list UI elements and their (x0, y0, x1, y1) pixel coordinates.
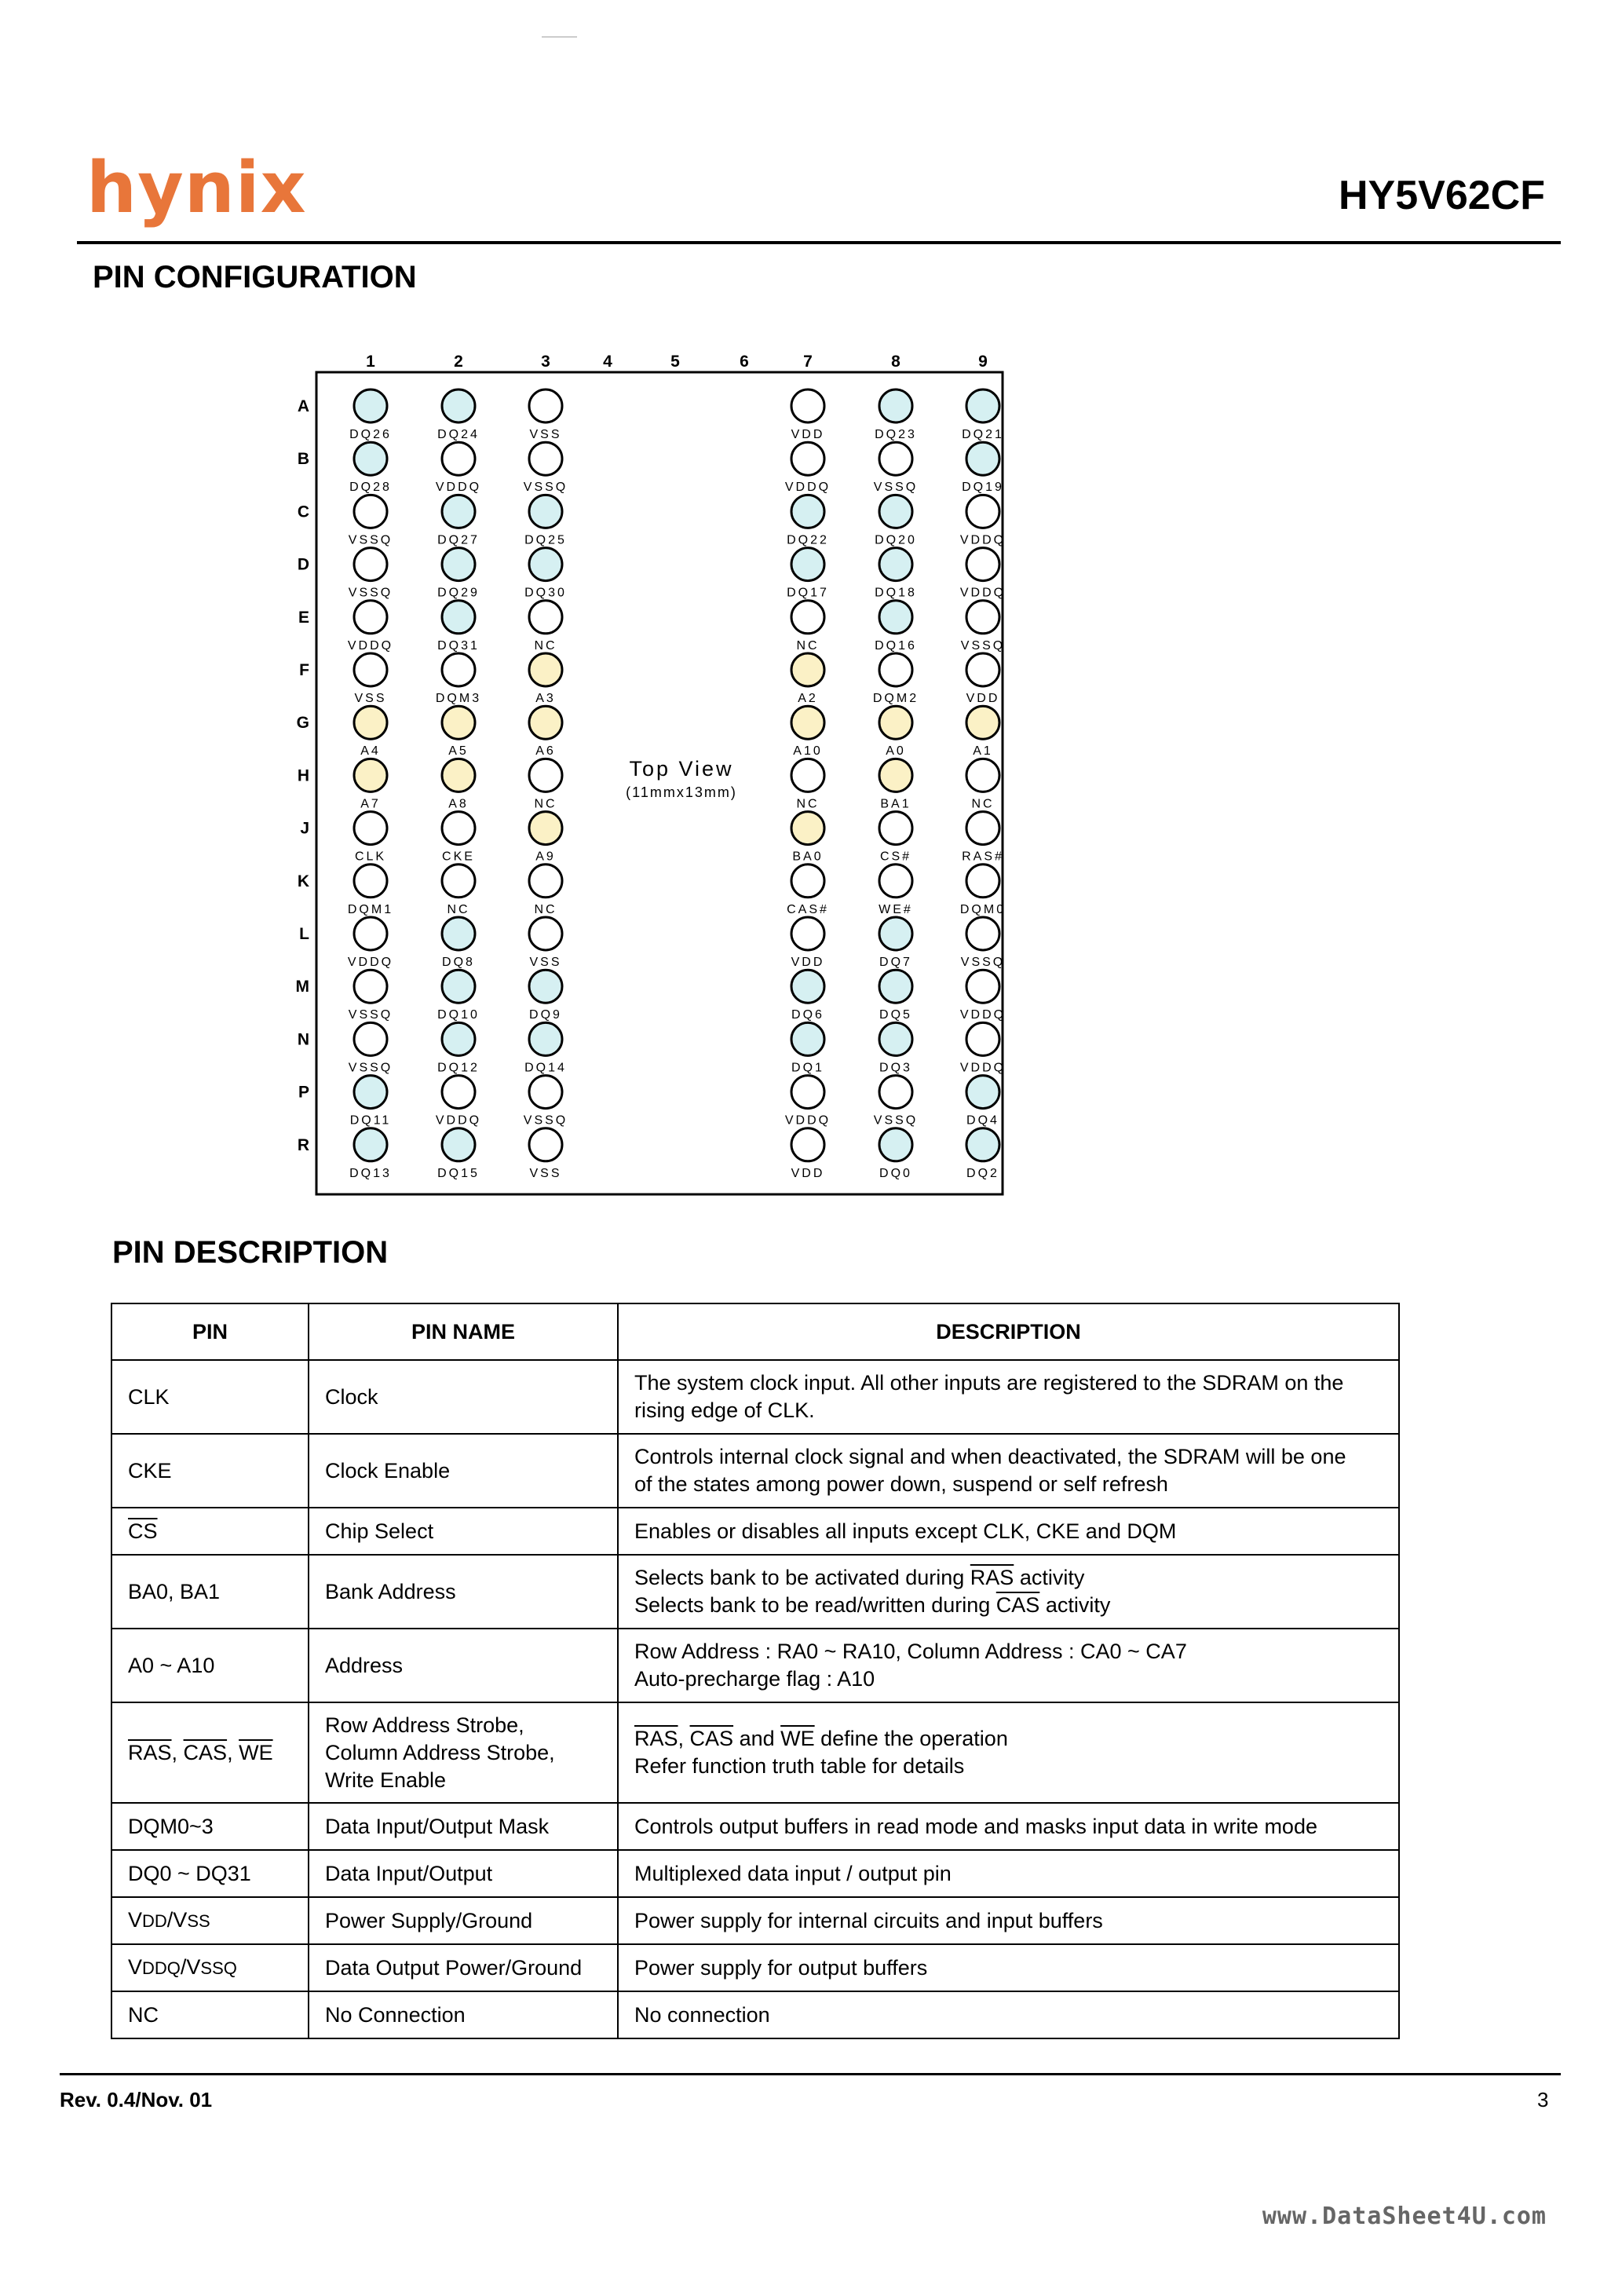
pin-ball (442, 495, 475, 528)
description-cell: Multiplexed data input / output pin (618, 1850, 1399, 1897)
pin-label: VSSQ (873, 481, 919, 495)
pin-cell: CKE (111, 1434, 309, 1508)
pin-ball (966, 653, 999, 686)
pin-label: VDDQ (959, 1061, 1006, 1075)
pin-ball (529, 442, 562, 475)
pin-label: VDDQ (959, 1008, 1006, 1022)
pin-label: VSS (529, 1166, 562, 1180)
pin-label: A0 (886, 744, 906, 759)
pin-label: DQ9 (529, 1008, 562, 1022)
pin-label: VSSQ (523, 481, 568, 495)
pin-label: DQ2 (966, 1166, 999, 1180)
pin-cs: $\overline{CS}$ (128, 1519, 158, 1543)
pin-ball (879, 970, 912, 1003)
description-cell (618, 1434, 1399, 1508)
pin-ball (791, 389, 824, 422)
pin-name-cell: Data Input/Output Mask (309, 1803, 618, 1850)
pin-label: DQ30 (524, 586, 567, 600)
pin-ball (791, 1022, 824, 1055)
pin-ball (966, 865, 999, 898)
pin-ball (791, 917, 824, 950)
pin-ball (966, 970, 999, 1003)
pin-ball (529, 970, 562, 1003)
pin-ball (529, 812, 562, 845)
row-label: L (299, 925, 309, 943)
column-label: 8 (891, 353, 901, 371)
pin-label: DQ28 (349, 481, 392, 495)
table-row (111, 1629, 1399, 1702)
column-label: 9 (978, 353, 988, 371)
pin-ball (879, 389, 912, 422)
pin-label: DQM2 (872, 692, 919, 705)
revision-label: Rev. 0.4/Nov. 01 (60, 2088, 213, 2111)
pin-name-cell: Data Output Power/Ground (309, 1944, 618, 1991)
pin-label: DQ0 (879, 1166, 912, 1180)
pin-label: DQ20 (875, 533, 917, 547)
pin-name-cell: Bank Address (309, 1555, 618, 1629)
description-line: Selects bank to be activated during $\overline{RAS}$ activity (634, 1566, 1085, 1589)
pin-ball (442, 970, 475, 1003)
pin-ball (966, 1076, 999, 1109)
description-cell (618, 1629, 1399, 1702)
pin-cell: NC (111, 1991, 309, 2038)
pin-label: DQ12 (437, 1061, 480, 1075)
row-label: D (297, 555, 309, 574)
pin-name-cell: Power Supply/Ground (309, 1897, 618, 1944)
description-line: Controls internal clock signal and when deactivated, the SDRAM will be one (634, 1445, 1346, 1468)
table-row (111, 1991, 1399, 2038)
pin-label: NC (971, 797, 995, 811)
page-number: 3 (1537, 2088, 1549, 2111)
pin-ball (791, 1076, 824, 1109)
pin-label: DQ26 (349, 428, 392, 441)
pin-label: VDD (791, 428, 825, 441)
pin-ball (442, 1128, 475, 1161)
pin-ball (791, 1128, 824, 1161)
pin-label: DQ15 (437, 1166, 480, 1180)
description-line: $\overline{RAS}$, $\overline{CAS}$ and $\overline{WE}$ define the operation (634, 1727, 1008, 1750)
pin-ball (791, 495, 824, 528)
row-label: N (297, 1030, 309, 1049)
pin-label: DQ25 (524, 533, 567, 547)
pin-label: VSSQ (348, 1008, 393, 1022)
pin-ball (966, 706, 999, 739)
pin-ball (354, 865, 387, 898)
pin-label: VDD (791, 1166, 825, 1180)
pin-ball (879, 1076, 912, 1109)
description-cell (618, 1360, 1399, 1434)
hynix-logo: hynix (86, 147, 307, 229)
pin-label: NC (534, 797, 557, 811)
pin-ball (529, 917, 562, 950)
table-header-row (111, 1303, 1399, 1360)
pin-ball (791, 548, 824, 581)
pin-ball (354, 495, 387, 528)
column-label: 1 (366, 353, 375, 371)
pin-ball (791, 865, 824, 898)
pin-label: VSS (354, 692, 387, 705)
pin-ball (442, 548, 475, 581)
pin-ball (966, 548, 999, 581)
pin-label: VSSQ (348, 533, 393, 547)
scan-mark (542, 36, 577, 38)
row-label: P (298, 1083, 309, 1102)
description-cell: Controls output buffers in read mode and masks input data in write mode (618, 1803, 1399, 1850)
pin-ball (529, 601, 562, 634)
header-rule (77, 241, 1561, 244)
description-cell: Power supply for internal circuits and input buffers (618, 1897, 1399, 1944)
pin-label: DQM0 (959, 902, 1006, 916)
pin-label: VDDQ (959, 533, 1006, 547)
pin-ball (354, 389, 387, 422)
pin-label: DQ5 (879, 1008, 912, 1022)
pin-ball (354, 970, 387, 1003)
description-line: Selects bank to be read/written during $\overline{CAS}$ activity (634, 1593, 1111, 1617)
pin-name-cell: Address (309, 1629, 618, 1702)
pin-ball (529, 1076, 562, 1109)
table-row (111, 1944, 1399, 1991)
description-line: Auto-precharge flag : A10 (634, 1667, 875, 1691)
pin-cell: VDDQ/VSSQ (111, 1944, 309, 1991)
pin-ball (354, 442, 387, 475)
pin-ball (791, 812, 824, 845)
pin-ball (442, 1022, 475, 1055)
pin-ball (354, 759, 387, 792)
pin-config-title: PIN CONFIGURATION (93, 260, 417, 294)
pin-ball (966, 389, 999, 422)
pin-name-cell: Clock (309, 1360, 618, 1434)
pin-label: DQ8 (442, 956, 475, 969)
pin-label: NC (447, 902, 470, 916)
pin-ball (442, 812, 475, 845)
pin-ball (791, 970, 824, 1003)
pin-ball (442, 917, 475, 950)
pin-label: VSSQ (348, 586, 393, 600)
pin-ball (529, 389, 562, 422)
pin-name-cell: Data Input/Output (309, 1850, 618, 1897)
description-line: Row Address : RA0 ~ RA10, Column Address : CA0 ~ CA7 (634, 1640, 1187, 1663)
pin-label: DQ22 (787, 533, 829, 547)
pin-label: DQM1 (347, 902, 394, 916)
pin-label: DQ21 (962, 428, 1004, 441)
pin-label: DQ16 (875, 638, 917, 653)
row-label: J (300, 819, 309, 838)
pin-label: VDDQ (347, 638, 394, 653)
pin-ball (442, 759, 475, 792)
pin-label: CAS# (787, 902, 829, 916)
pin-cell: DQ0 ~ DQ31 (111, 1850, 309, 1897)
pin-ball (442, 442, 475, 475)
row-label: R (297, 1135, 309, 1154)
pin-ball (879, 653, 912, 686)
pin-ball (966, 812, 999, 845)
pin-ball (966, 495, 999, 528)
pin-name-cell: Clock Enable (309, 1434, 618, 1508)
header-pin: PIN (111, 1303, 309, 1360)
pin-label: NC (796, 797, 820, 811)
pin-label: DQ23 (875, 428, 917, 441)
part-number: HY5V62CF (1339, 173, 1545, 218)
pin-label: VDDQ (784, 1113, 831, 1128)
column-label: 6 (740, 353, 749, 371)
pin-label: NC (534, 902, 557, 916)
pin-label: VSSQ (873, 1113, 919, 1128)
pin-label: CLK (354, 850, 387, 864)
pin-label: DQ24 (437, 428, 480, 441)
pin-label: DQ27 (437, 533, 480, 547)
pin-ball (354, 548, 387, 581)
column-label: 2 (454, 353, 463, 371)
row-label: H (297, 766, 309, 785)
row-label: C (297, 503, 309, 521)
pin-name-cell: Row Address Strobe, Column Address Strobe, Write Enable (309, 1702, 618, 1803)
table-row (111, 1803, 1399, 1850)
pin-label: VDDQ (435, 1113, 482, 1128)
pin-ball (879, 812, 912, 845)
pin-label: A3 (535, 692, 556, 705)
pin-label: DQ14 (524, 1061, 567, 1075)
description-cell: Enables or disables all inputs except CLK, CKE and DQM (618, 1508, 1399, 1555)
pin-ball (879, 548, 912, 581)
description-cell: No connection (618, 1991, 1399, 2038)
pin-label: VSSQ (960, 956, 1006, 969)
pin-cell: A0 ~ A10 (111, 1629, 309, 1702)
pin-ball (879, 865, 912, 898)
pin-ball (879, 495, 912, 528)
table-row (111, 1508, 1399, 1555)
row-label: B (297, 450, 309, 469)
pin-ball (879, 601, 912, 634)
row-label: G (296, 714, 309, 733)
column-label: 3 (541, 353, 550, 371)
pin-label: A5 (448, 744, 469, 759)
pin-label: DQ17 (787, 586, 829, 600)
pin-ball (529, 706, 562, 739)
description-line: of the states among power down, suspend or self refresh (634, 1472, 1168, 1496)
pin-label: BA0 (792, 850, 824, 864)
description-cell: Power supply for output buffers (618, 1944, 1399, 1991)
pin-label: DQ3 (879, 1061, 912, 1075)
pin-ball (791, 601, 824, 634)
pin-ball (879, 759, 912, 792)
pin-ball (442, 706, 475, 739)
table-row (111, 1850, 1399, 1897)
pin-ball (529, 548, 562, 581)
pin-ball (791, 653, 824, 686)
pin-cell: DQM0~3 (111, 1803, 309, 1850)
footer-rule (60, 2073, 1561, 2075)
pin-name-cell: No Connection (309, 1991, 618, 2038)
pin-label: A6 (535, 744, 556, 759)
pin-label: A10 (793, 744, 823, 759)
pin-ball (879, 1022, 912, 1055)
pin-ball (354, 1128, 387, 1161)
pin-ball (442, 865, 475, 898)
pin-label: DQ7 (879, 956, 912, 969)
pin-label: VSSQ (348, 1061, 393, 1075)
pin-cell: BA0, BA1 (111, 1555, 309, 1629)
pin-label: DQM3 (435, 692, 482, 705)
pin-label: CKE (442, 850, 475, 864)
table-row (111, 1555, 1399, 1629)
pin-diagram (290, 345, 1036, 1201)
pin-ball (529, 865, 562, 898)
pin-label: DQ1 (791, 1061, 824, 1075)
pin-ball (354, 653, 387, 686)
pin-ball (966, 1128, 999, 1161)
pin-ball (879, 706, 912, 739)
pin-label: DQ6 (791, 1008, 824, 1022)
pin-label: DQ29 (437, 586, 480, 600)
pin-label: RAS# (962, 850, 1004, 864)
pin-ball (354, 812, 387, 845)
pin-name-cell: Chip Select (309, 1508, 618, 1555)
pin-desc-title: PIN DESCRIPTION (112, 1235, 389, 1270)
pin-ball (529, 1022, 562, 1055)
pin-ball (879, 917, 912, 950)
table-row (111, 1360, 1399, 1434)
pin-ball (791, 706, 824, 739)
pin-label: VDD (966, 692, 1000, 705)
pin-ball (529, 653, 562, 686)
description-cell (618, 1702, 1399, 1803)
table-row (111, 1702, 1399, 1803)
pin-label: DQ19 (962, 481, 1004, 495)
top-view-label: Top View (629, 757, 734, 781)
pin-description-table (111, 1303, 1400, 2039)
pin-cell: $\overline{RAS}$, $\overline{CAS}$, $\overline{WE}$ (111, 1702, 309, 1803)
column-label: 4 (603, 353, 612, 371)
pin-label: NC (534, 638, 557, 653)
pin-ball (791, 442, 824, 475)
pin-ball (529, 1128, 562, 1161)
pin-label: A8 (448, 797, 469, 811)
pin-label: A9 (535, 850, 556, 864)
pin-ball (354, 1076, 387, 1109)
pin-ball (966, 442, 999, 475)
pin-label: A2 (798, 692, 818, 705)
pin-cell (111, 1508, 309, 1555)
row-label: E (298, 608, 309, 627)
watermark: www.DataSheet4U.com (1262, 2203, 1547, 2230)
pin-label: NC (796, 638, 820, 653)
pin-label: VDDQ (784, 481, 831, 495)
pin-label: VDD (791, 956, 825, 969)
pin-label: VSS (529, 956, 562, 969)
pin-ball (442, 653, 475, 686)
header-pin-name: PIN NAME (309, 1303, 618, 1360)
pin-ball (442, 1076, 475, 1109)
pin-ball (442, 601, 475, 634)
column-label: 5 (670, 353, 680, 371)
pin-ball (529, 759, 562, 792)
pin-label: A4 (360, 744, 381, 759)
description-line: rising edge of CLK. (634, 1398, 815, 1422)
pin-label: WE# (879, 902, 913, 916)
description-line: The system clock input. All other inputs are registered to the SDRAM on the (634, 1371, 1344, 1395)
table-row (111, 1434, 1399, 1508)
pin-ball (966, 601, 999, 634)
column-label: 7 (803, 353, 813, 371)
pin-ball (354, 706, 387, 739)
description-line: Refer function truth table for details (634, 1754, 965, 1778)
row-label: A (297, 397, 309, 415)
pin-label: DQ11 (349, 1113, 392, 1128)
row-label: K (297, 872, 309, 890)
pin-ball (354, 601, 387, 634)
pin-ball (966, 759, 999, 792)
package-size-label: (11mmx13mm) (626, 784, 737, 800)
header-description: DESCRIPTION (618, 1303, 1399, 1360)
table-row (111, 1897, 1399, 1944)
pin-ball (354, 917, 387, 950)
pin-label: A1 (973, 744, 993, 759)
pin-label: DQ31 (437, 638, 480, 653)
pin-label: DQ10 (437, 1008, 480, 1022)
pin-label: VSSQ (960, 638, 1006, 653)
pin-ball (966, 1022, 999, 1055)
pin-label: DQ18 (875, 586, 917, 600)
pin-label: VSSQ (523, 1113, 568, 1128)
description-cell (618, 1555, 1399, 1629)
pin-label: DQ13 (349, 1166, 392, 1180)
pin-label: VDDQ (347, 956, 394, 969)
pin-cell: CLK (111, 1360, 309, 1434)
pin-ball (966, 917, 999, 950)
pin-ball (354, 1022, 387, 1055)
pin-label: DQ4 (966, 1113, 999, 1128)
pin-label: VDDQ (959, 586, 1006, 600)
pin-ball (879, 442, 912, 475)
pin-label: CS# (879, 850, 912, 864)
pin-label: VSS (529, 428, 562, 441)
pin-ball (442, 389, 475, 422)
pin-label: A7 (360, 797, 381, 811)
pin-ball (529, 495, 562, 528)
row-label: M (295, 978, 309, 996)
row-label: F (299, 661, 309, 679)
pin-ball (879, 1128, 912, 1161)
pin-ball (791, 759, 824, 792)
pin-cell: VDD/VSS (111, 1897, 309, 1944)
pin-label: BA1 (880, 797, 911, 811)
pin-label: VDDQ (435, 481, 482, 495)
